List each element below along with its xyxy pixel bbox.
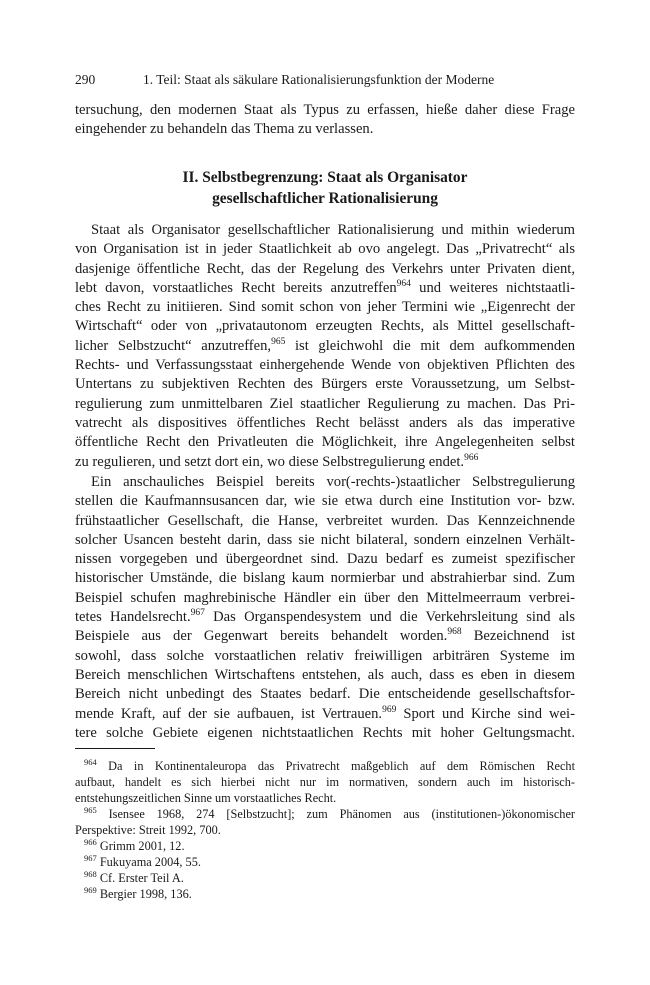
text-line [75,279,575,298]
text-line: stellen die Kaufmannsusancen dar, wie sie etwa durch eine Institution vor- bzw. [75,493,575,510]
text-line [75,627,575,646]
text-segment: Bezeichnend ist [461,628,575,645]
footnote-ref-967[interactable]: 967 [190,608,205,619]
text-line: öffentliche Recht den Privatleuten die Möglichkeit, ihre Angelegenheiten selbst [75,434,575,451]
footnote-line: entstehungszeitlichen Sinne um vorstaatliches Recht. [75,791,337,805]
footnote-marker: 969 [84,886,97,895]
text-line: von Organisation ist in jeder Staatlichkeit ab ovo angelegt. Das „Privatrecht“ als [75,241,575,258]
text-segment: mende Kraft, auf der sie aufbauen, ist Vertrauen. [75,705,383,722]
running-title: 1. Teil: Staat als säkulare Rationalisierungsfunktion der Moderne [143,72,495,87]
footnote-text: Bergier 1998, 136. [96,887,192,901]
text-line: Wirtschaft“ oder von „privatautonom erzeugten Rechts, als Mittel gesellschaft- [75,318,575,335]
footnote-ref-965[interactable]: 965 [271,336,286,347]
footnotes [75,758,575,902]
text-line: regulierung zum unmittelbaren Ziel staatlicher Regulierung zu machen. Das Pri- [75,395,575,412]
section-heading-line: gesellschaftlicher Rationalisierung [212,190,438,207]
footnote-marker: 966 [84,838,97,847]
text-line: Ein anschauliches Beispiel bereits vor(-rechts-)staatlicher Selbstregulierung [91,474,575,490]
footnote-text: Fukuyama 2004, 55. [96,855,201,869]
text-line: Beispiel schufen maghrebinische Händler ein über den Mittelmeerraum verbrei- [75,589,575,606]
running-head [75,72,575,88]
text-line: tere solche Gebiete eigenen nichtstaatlichen Rechts mit hoher Geltungsmacht. [75,724,575,741]
footnote-line: aufbaut, handelt es sich hierbei nicht nur im normativen, sondern auch im historisch- [75,775,575,789]
text-line: ches Recht zu initiieren. Sind somit schon von jeher Termini wie „Eigenrecht der [75,299,575,316]
text-line: dasjenige öffentliche Recht, das der Regelung des Verkehrs unter Privaten dient, [75,260,575,277]
paragraph-2 [75,473,575,743]
text-segment: tetes Handelsrecht. [75,609,191,626]
paragraph-1 [75,221,575,472]
text-line [75,453,575,472]
text-line: sowohl, dass solche vorstaatlichen relativ freiwilligen arbiträren Systeme im [75,647,575,664]
text-segment: Das Organspendesystem und die Verkehrsleitung sind als [204,609,575,626]
footnote-text: Cf. Erster Teil A. [96,871,184,885]
footnote-ref-969[interactable]: 969 [382,704,397,715]
section-heading [75,167,575,209]
text-line: historischer Umstände, die bislang kaum normierbar und abstrahierbar sind. Zum [75,570,575,587]
continuation-paragraph [75,101,575,140]
footnote-ref-966[interactable]: 966 [464,452,479,463]
text-segment: Sport und Kirche sind wei- [396,705,575,722]
footnote-line: Perspektive: Streit 1992, 700. [75,823,221,837]
footnote-964 [75,758,575,774]
text-line [75,608,575,627]
text-segment: lebt davon, vorstaatliches Recht bereits anzutreffen [75,279,397,296]
footnote-text: Isensee 1968, 274 [Selbstzucht]; zum Phänomen aus (institutionen-)ökonomischer [96,807,575,821]
text-line: vatrecht als dispositives öffentliches Recht belässt anders als das imperative [75,414,575,431]
text-segment: ist gleichwohl die mit dem aufkommenden [285,337,575,354]
text-line: Bereich menschlichen Wirtschaftens entstehen, als auch, dass es eben in diesem [75,666,575,683]
footnote-marker: 965 [84,806,97,815]
text-segment: Beispiele aus der Gegenwart bereits behandelt worden. [75,628,448,645]
text-line: frühstaatlicher Gesellschaft, die Hanse, verbreitet wurden. Das Kennzeichnende [75,512,575,529]
footnote-marker: 967 [84,854,97,863]
text-line: tersuchung, den modernen Staat als Typus zu erfassen, hieße daher diese Frage [75,102,575,118]
text-line [75,705,575,724]
footnote-969 [75,886,575,902]
page-number: 290 [75,72,96,87]
footnote-ref-968[interactable]: 968 [447,627,462,638]
footnote-marker: 964 [84,758,97,767]
footnote-divider [75,748,155,749]
footnote-text: Grimm 2001, 12. [96,839,185,853]
text-line: eingehender zu behandeln das Thema zu verlassen. [75,121,374,138]
footnote-text: Da in Kontinentaleuropa das Privatrecht maßgeblich auf dem Römischen Recht [96,759,575,773]
text-line: solcher Usancen besteht darin, dass sie nicht bilateral, sondern einzelnen Verhält- [75,531,575,548]
section-heading-line: II. Selbstbegrenzung: Staat als Organisator [182,169,468,186]
text-line: Untertans zu subjektiven Rechten des Bürgers erste Voraussetzung, um Selbst- [75,376,575,393]
footnote-marker: 968 [84,870,97,879]
footnote-ref-964[interactable]: 964 [396,278,411,289]
text-line: Bereich nicht unbedingt des Staates bedarf. Die entscheidende gesellschaftsfor- [75,686,575,703]
text-line: nissen vorgegeben und übergeordnet sind. Dazu bedarf es zumeist spezifischer [75,551,575,568]
text-line [75,337,575,356]
text-segment: und weiteres nichtstaatli- [410,279,575,296]
footnote-965 [75,806,575,822]
footnote-967 [75,854,575,870]
footnote-966 [75,838,575,854]
text-segment: licher Selbstzucht“ anzutreffen, [75,337,272,354]
footnote-968 [75,870,575,886]
text-segment: zu regulieren, und setzt dort ein, wo diese Selbstregulierung endet. [75,453,465,470]
text-line: Staat als Organisator gesellschaftlicher Rationalisierung und mithin wiederum [91,222,575,238]
text-line: Rechts- und Verfassungsstaat einhergehende Wende von objektiven Pflichten des [75,357,575,374]
